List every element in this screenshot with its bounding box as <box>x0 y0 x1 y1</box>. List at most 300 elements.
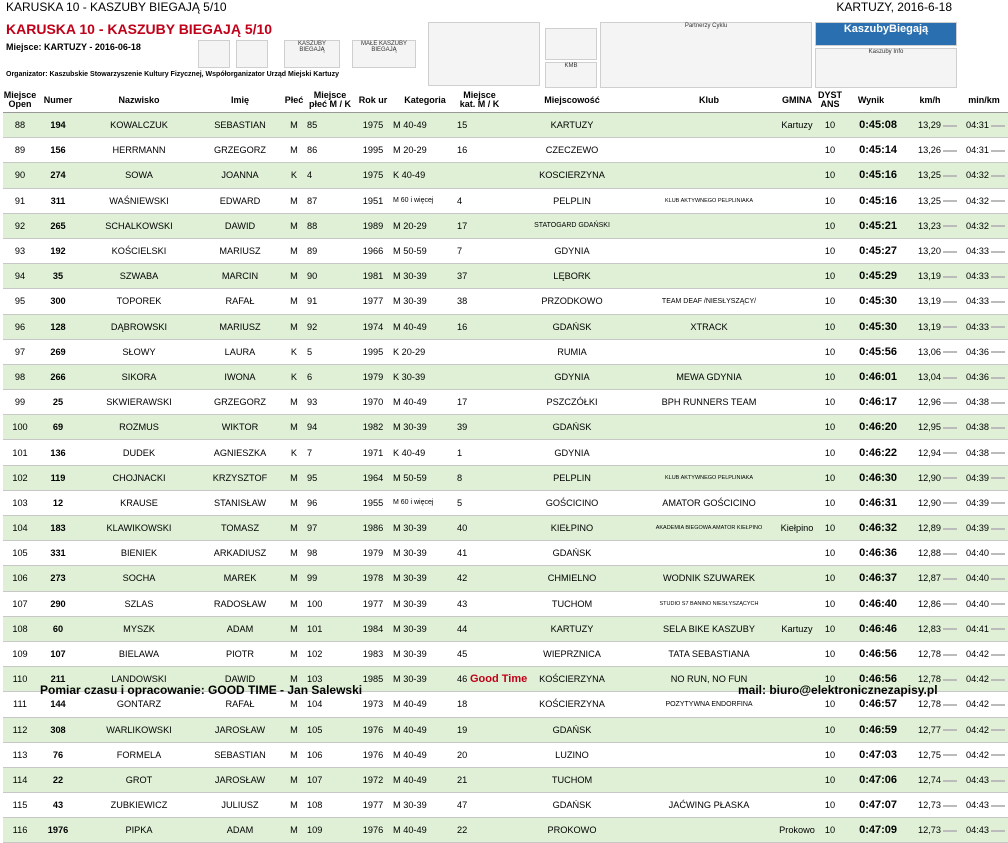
city-cell: GDAŃSK <box>502 717 642 742</box>
speed-cell: 12,78 <box>900 692 960 717</box>
result-time-cell: 0:46:30 <box>842 465 900 490</box>
distance-cell: 10 <box>818 339 842 364</box>
table-row <box>3 717 1008 742</box>
distance-cell: 10 <box>818 541 842 566</box>
gmina-cell <box>776 415 818 440</box>
mini-bar <box>943 125 957 127</box>
city-cell: CHMIELNO <box>502 566 642 591</box>
gmina-cell <box>776 188 818 213</box>
category-cell: M 30-39 <box>393 289 457 314</box>
gmina-cell <box>776 742 818 767</box>
place-category-cell: 18 <box>457 692 502 717</box>
distance-cell: 10 <box>818 692 842 717</box>
mini-bar <box>991 754 1005 756</box>
category-cell: M 30-39 <box>393 616 457 641</box>
gender-cell: M <box>281 692 307 717</box>
result-time-cell: 0:46:56 <box>842 667 900 692</box>
distance-cell: 10 <box>818 264 842 289</box>
gender-cell: K <box>281 364 307 389</box>
place-open-cell: 92 <box>3 213 37 238</box>
birth-year-cell: 1979 <box>353 364 393 389</box>
distance-cell: 10 <box>818 238 842 263</box>
table-row <box>3 163 1008 188</box>
last-name-cell: GROT <box>79 767 199 792</box>
table-row <box>3 742 1008 767</box>
first-name-cell: MARIUSZ <box>199 314 281 339</box>
first-name-cell: DAWID <box>199 213 281 238</box>
first-name-cell: MAREK <box>199 566 281 591</box>
last-name-cell: FORMELA <box>79 742 199 767</box>
pace-cell: 04:38 <box>960 440 1008 465</box>
gender-cell: M <box>281 767 307 792</box>
gender-cell: M <box>281 616 307 641</box>
result-time-cell: 0:45:29 <box>842 264 900 289</box>
last-name-cell: SOCHA <box>79 566 199 591</box>
place-gender-cell: 108 <box>307 793 353 818</box>
city-cell: LĘBORK <box>502 264 642 289</box>
birth-year-cell: 1976 <box>353 717 393 742</box>
pace-cell: 04:42 <box>960 742 1008 767</box>
result-time-cell: 0:46:32 <box>842 516 900 541</box>
mini-bar <box>943 225 957 227</box>
place-gender-cell: 101 <box>307 616 353 641</box>
first-name-cell: JAROSŁAW <box>199 717 281 742</box>
first-name-cell: JULIUSZ <box>199 793 281 818</box>
city-cell: CZECZEWO <box>502 138 642 163</box>
speed-cell: 12,90 <box>900 490 960 515</box>
bib-number-cell: 1976 <box>37 818 79 843</box>
place-gender-cell: 96 <box>307 490 353 515</box>
table-row <box>3 793 1008 818</box>
last-name-cell: ROZMUS <box>79 415 199 440</box>
kaszuby-biegaja-logo: KaszubyBiegają <box>815 22 957 46</box>
mini-bar <box>943 780 957 782</box>
speed-cell: 12,83 <box>900 616 960 641</box>
gender-cell: M <box>281 818 307 843</box>
category-cell: M 30-39 <box>393 541 457 566</box>
mini-bar <box>991 175 1005 177</box>
place-open-cell: 111 <box>3 692 37 717</box>
column-header: km/h <box>900 88 960 113</box>
bib-number-cell: 308 <box>37 717 79 742</box>
result-time-cell: 0:47:03 <box>842 742 900 767</box>
gmina-cell: Kartuzy <box>776 113 818 138</box>
last-name-cell: SKWIERAWSKI <box>79 390 199 415</box>
first-name-cell: RAFAŁ <box>199 692 281 717</box>
pace-cell: 04:36 <box>960 339 1008 364</box>
mini-bar <box>991 477 1005 479</box>
place-open-cell: 94 <box>3 264 37 289</box>
club-cell: KLUB AKTYWNEGO PELPLINIAKA <box>642 465 776 490</box>
bib-number-cell: 192 <box>37 238 79 263</box>
place-open-cell: 108 <box>3 616 37 641</box>
birth-year-cell: 1985 <box>353 667 393 692</box>
place-category-cell: 37 <box>457 264 502 289</box>
speed-cell: 12,73 <box>900 818 960 843</box>
club-cell <box>642 818 776 843</box>
place-gender-cell: 86 <box>307 138 353 163</box>
first-name-cell: STANISŁAW <box>199 490 281 515</box>
bib-number-cell: 194 <box>37 113 79 138</box>
gender-cell: M <box>281 591 307 616</box>
club-cell: TEAM DEAF /NIESŁYSZĄCY/ <box>642 289 776 314</box>
speed-cell: 12,88 <box>900 541 960 566</box>
first-name-cell: SEBASTIAN <box>199 742 281 767</box>
gmina-cell <box>776 138 818 163</box>
place-open-cell: 100 <box>3 415 37 440</box>
place-category-cell: 39 <box>457 415 502 440</box>
speed-cell: 13,19 <box>900 314 960 339</box>
category-cell: M 20-29 <box>393 138 457 163</box>
place-gender-cell: 104 <box>307 692 353 717</box>
mini-bar <box>991 301 1005 303</box>
mini-bar <box>943 200 957 202</box>
category-cell: M 40-49 <box>393 742 457 767</box>
kaszuby-biegaja-logo: KASZUBY BIEGAJĄ <box>284 40 340 68</box>
pace-cell: 04:42 <box>960 717 1008 742</box>
birth-year-cell: 1973 <box>353 692 393 717</box>
column-header: Numer <box>37 88 79 113</box>
footer-contact: mail: biuro@elektronicznezapisy.pl <box>738 683 938 697</box>
category-cell: M 40-49 <box>393 113 457 138</box>
mini-bar <box>991 200 1005 202</box>
club-cell <box>642 440 776 465</box>
mini-bar <box>943 477 957 479</box>
pace-cell: 04:40 <box>960 591 1008 616</box>
table-header-row <box>3 88 1008 113</box>
pace-cell: 04:33 <box>960 289 1008 314</box>
birth-year-cell: 1981 <box>353 264 393 289</box>
mini-bar <box>991 729 1005 731</box>
bib-number-cell: 69 <box>37 415 79 440</box>
mini-bar <box>943 175 957 177</box>
speed-cell: 12,77 <box>900 717 960 742</box>
sponsor-grid-logo: Partnerzy Cyklu <box>600 22 812 88</box>
club-cell: JAĆWING PŁASKA <box>642 793 776 818</box>
birth-year-cell: 1984 <box>353 616 393 641</box>
bib-number-cell: 22 <box>37 767 79 792</box>
club-cell: MEWA GDYNIA <box>642 364 776 389</box>
result-time-cell: 0:47:07 <box>842 793 900 818</box>
pace-cell: 04:39 <box>960 516 1008 541</box>
category-cell: M 60 i więcej <box>393 188 457 213</box>
pace-cell: 04:40 <box>960 541 1008 566</box>
speed-cell: 12,95 <box>900 415 960 440</box>
club-cell <box>642 742 776 767</box>
result-time-cell: 0:46:40 <box>842 591 900 616</box>
mini-bar <box>991 502 1005 504</box>
last-name-cell: HERRMANN <box>79 138 199 163</box>
category-cell: M 30-39 <box>393 566 457 591</box>
birth-year-cell: 1975 <box>353 163 393 188</box>
gender-cell: K <box>281 440 307 465</box>
result-time-cell: 0:45:56 <box>842 339 900 364</box>
mini-bar <box>991 427 1005 429</box>
result-time-cell: 0:45:21 <box>842 213 900 238</box>
club-cell <box>642 238 776 263</box>
pace-cell: 04:41 <box>960 616 1008 641</box>
result-time-cell: 0:46:46 <box>842 616 900 641</box>
club-cell <box>642 113 776 138</box>
place-open-cell: 99 <box>3 390 37 415</box>
mini-bar <box>991 830 1005 832</box>
bib-number-cell: 300 <box>37 289 79 314</box>
place-gender-cell: 89 <box>307 238 353 263</box>
male-kaszuby-biegaja-logo: MAŁE KASZUBY BIEGAJĄ <box>352 40 416 68</box>
speed-cell: 13,25 <box>900 163 960 188</box>
place-gender-cell: 90 <box>307 264 353 289</box>
birth-year-cell: 1977 <box>353 289 393 314</box>
gender-cell: M <box>281 238 307 263</box>
header-left-title: KARUSKA 10 - KASZUBY BIEGAJĄ 5/10 <box>6 0 227 14</box>
place-open-cell: 106 <box>3 566 37 591</box>
bib-number-cell: 273 <box>37 566 79 591</box>
mini-bar <box>991 553 1005 555</box>
place-gender-cell: 99 <box>307 566 353 591</box>
gmina-cell: Kartuzy <box>776 616 818 641</box>
place-open-cell: 95 <box>3 289 37 314</box>
mini-bar <box>943 251 957 253</box>
gender-cell: K <box>281 339 307 364</box>
place-category-cell: 16 <box>457 314 502 339</box>
column-header: Kategoria <box>393 88 457 113</box>
category-cell: K 20-29 <box>393 339 457 364</box>
place-category-cell: 8 <box>457 465 502 490</box>
place-open-cell: 110 <box>3 667 37 692</box>
place-gender-cell: 4 <box>307 163 353 188</box>
distance-cell: 10 <box>818 516 842 541</box>
place-category-cell: 43 <box>457 591 502 616</box>
pace-cell: 04:31 <box>960 113 1008 138</box>
speed-cell: 13,19 <box>900 264 960 289</box>
place-gender-cell: 5 <box>307 339 353 364</box>
column-header: Płeć <box>281 88 307 113</box>
last-name-cell: WARLIKOWSKI <box>79 717 199 742</box>
club-cell <box>642 264 776 289</box>
place-open-cell: 105 <box>3 541 37 566</box>
bib-number-cell: 25 <box>37 390 79 415</box>
result-time-cell: 0:46:57 <box>842 692 900 717</box>
last-name-cell: SCHALKOWSKI <box>79 213 199 238</box>
mini-bar <box>943 603 957 605</box>
distance-cell: 10 <box>818 490 842 515</box>
mini-bar <box>943 654 957 656</box>
result-time-cell: 0:45:14 <box>842 138 900 163</box>
last-name-cell: ZUBKIEWICZ <box>79 793 199 818</box>
last-name-cell: BIENIEK <box>79 541 199 566</box>
pace-cell: 04:33 <box>960 314 1008 339</box>
category-cell: M 40-49 <box>393 314 457 339</box>
mini-bar <box>943 502 957 504</box>
bib-number-cell: 156 <box>37 138 79 163</box>
mini-bar <box>943 830 957 832</box>
footer-left: Pomiar czasu i opracowanie: GOOD TIME - Jan Salewski <box>40 683 363 697</box>
crest-logo <box>236 40 268 68</box>
category-cell: K 40-49 <box>393 440 457 465</box>
last-name-cell: DUDEK <box>79 440 199 465</box>
place-gender-cell: 85 <box>307 113 353 138</box>
distance-cell: 10 <box>818 138 842 163</box>
first-name-cell: EDWARD <box>199 188 281 213</box>
gender-cell: M <box>281 113 307 138</box>
column-header: DYST ANS <box>818 88 842 113</box>
mini-bar <box>991 351 1005 353</box>
place-category-cell: 45 <box>457 641 502 666</box>
pace-cell: 04:38 <box>960 390 1008 415</box>
city-cell: PSZCZÓŁKI <box>502 390 642 415</box>
birth-year-cell: 1951 <box>353 188 393 213</box>
gender-cell: M <box>281 289 307 314</box>
city-cell: GDYNIA <box>502 364 642 389</box>
first-name-cell: DAWID <box>199 667 281 692</box>
result-time-cell: 0:45:08 <box>842 113 900 138</box>
bib-number-cell: 144 <box>37 692 79 717</box>
result-time-cell: 0:46:37 <box>842 566 900 591</box>
gmina-cell <box>776 390 818 415</box>
last-name-cell: TOPOREK <box>79 289 199 314</box>
distance-cell: 10 <box>818 793 842 818</box>
table-row <box>3 767 1008 792</box>
last-name-cell: SOWA <box>79 163 199 188</box>
gmina-cell <box>776 566 818 591</box>
place-gender-cell: 107 <box>307 767 353 792</box>
table-row <box>3 264 1008 289</box>
place-open-cell: 107 <box>3 591 37 616</box>
mini-bar <box>991 276 1005 278</box>
gmina-cell <box>776 541 818 566</box>
distance-cell: 10 <box>818 415 842 440</box>
club-cell: KLUB AKTYWNEGO PELPLINIAKA <box>642 188 776 213</box>
gender-cell: M <box>281 415 307 440</box>
place-gender-cell: 95 <box>307 465 353 490</box>
first-name-cell: MARIUSZ <box>199 238 281 263</box>
birth-year-cell: 1978 <box>353 566 393 591</box>
place-gender-cell: 6 <box>307 364 353 389</box>
bib-number-cell: 136 <box>37 440 79 465</box>
pace-cell: 04:31 <box>960 138 1008 163</box>
bib-number-cell: 266 <box>37 364 79 389</box>
city-cell: GOŚCICINO <box>502 490 642 515</box>
event-organizer: Organizator: Kaszubskie Stowarzyszenie Kultury Fizycznej, Współorganizator Urząd Miejski Kartuzy <box>6 71 339 78</box>
club-cell: POZYTYWNA ENDORFINA <box>642 692 776 717</box>
place-gender-cell: 93 <box>307 390 353 415</box>
result-time-cell: 0:47:09 <box>842 818 900 843</box>
column-header: Miejsce Open <box>3 88 37 113</box>
place-category-cell: 47 <box>457 793 502 818</box>
gmina-cell <box>776 440 818 465</box>
speed-cell: 13,26 <box>900 138 960 163</box>
distance-cell: 10 <box>818 566 842 591</box>
birth-year-cell: 1977 <box>353 793 393 818</box>
place-category-cell <box>457 364 502 389</box>
gender-cell: M <box>281 465 307 490</box>
column-header: Miejsce kat. M / K <box>457 88 502 113</box>
mini-bar <box>991 326 1005 328</box>
distance-cell: 10 <box>818 667 842 692</box>
first-name-cell: GRZEGORZ <box>199 138 281 163</box>
last-name-cell: DĄBROWSKI <box>79 314 199 339</box>
last-name-cell: WAŚNIEWSKI <box>79 188 199 213</box>
category-cell: M 40-49 <box>393 692 457 717</box>
last-name-cell: KRAUSE <box>79 490 199 515</box>
speed-cell: 13,23 <box>900 213 960 238</box>
table-row <box>3 490 1008 515</box>
result-time-cell: 0:46:20 <box>842 415 900 440</box>
club-cell: STUDIO S7 BANINO NIESŁYSZĄCYCH <box>642 591 776 616</box>
birth-year-cell: 1982 <box>353 415 393 440</box>
pace-cell: 04:39 <box>960 465 1008 490</box>
club-cell: TATA SEBASTIANA <box>642 641 776 666</box>
column-header: Klub <box>642 88 776 113</box>
gmina-cell <box>776 163 818 188</box>
table-row <box>3 641 1008 666</box>
column-header: Miejscowość <box>502 88 642 113</box>
speed-cell: 12,94 <box>900 440 960 465</box>
city-cell: WIEPRZNICA <box>502 641 642 666</box>
mini-bar <box>991 251 1005 253</box>
event-place: Miejsce: KARTUZY - 2016-06-18 <box>6 42 141 52</box>
mini-bar <box>991 150 1005 152</box>
mini-bar <box>991 377 1005 379</box>
place-gender-cell: 98 <box>307 541 353 566</box>
city-cell: KOŚCIERZYNA <box>502 667 642 692</box>
place-open-cell: 91 <box>3 188 37 213</box>
gmina-cell <box>776 238 818 263</box>
pace-cell: 04:42 <box>960 692 1008 717</box>
category-cell: M 20-29 <box>393 213 457 238</box>
gender-cell: M <box>281 717 307 742</box>
table-row <box>3 440 1008 465</box>
table-row <box>3 541 1008 566</box>
birth-year-cell: 1995 <box>353 339 393 364</box>
category-cell: K 30-39 <box>393 364 457 389</box>
last-name-cell: BIELAWA <box>79 641 199 666</box>
speed-cell: 12,96 <box>900 390 960 415</box>
place-open-cell: 89 <box>3 138 37 163</box>
first-name-cell: IWONA <box>199 364 281 389</box>
column-header: Miejsce płeć M / K <box>307 88 353 113</box>
table-row <box>3 364 1008 389</box>
bib-number-cell: 290 <box>37 591 79 616</box>
birth-year-cell: 1995 <box>353 138 393 163</box>
place-category-cell: 5 <box>457 490 502 515</box>
gender-cell: M <box>281 641 307 666</box>
distance-cell: 10 <box>818 314 842 339</box>
birth-year-cell: 1975 <box>353 113 393 138</box>
page-header-bar <box>0 0 960 14</box>
last-name-cell: PIPKA <box>79 818 199 843</box>
speed-cell: 12,73 <box>900 793 960 818</box>
club-cell: BPH RUNNERS TEAM <box>642 390 776 415</box>
mini-bar <box>991 603 1005 605</box>
kmb-logo: KMB <box>545 62 597 88</box>
distance-cell: 10 <box>818 289 842 314</box>
mini-bar <box>943 553 957 555</box>
gender-cell: M <box>281 742 307 767</box>
column-header: Rok ur <box>353 88 393 113</box>
city-cell: RUMIA <box>502 339 642 364</box>
place-gender-cell: 106 <box>307 742 353 767</box>
place-category-cell: 21 <box>457 767 502 792</box>
gmina-cell <box>776 641 818 666</box>
gender-cell: M <box>281 516 307 541</box>
category-cell: M 40-49 <box>393 390 457 415</box>
place-open-cell: 116 <box>3 818 37 843</box>
birth-year-cell: 1986 <box>353 516 393 541</box>
column-header: Nazwisko <box>79 88 199 113</box>
gender-cell: M <box>281 314 307 339</box>
speed-cell: 13,20 <box>900 238 960 263</box>
